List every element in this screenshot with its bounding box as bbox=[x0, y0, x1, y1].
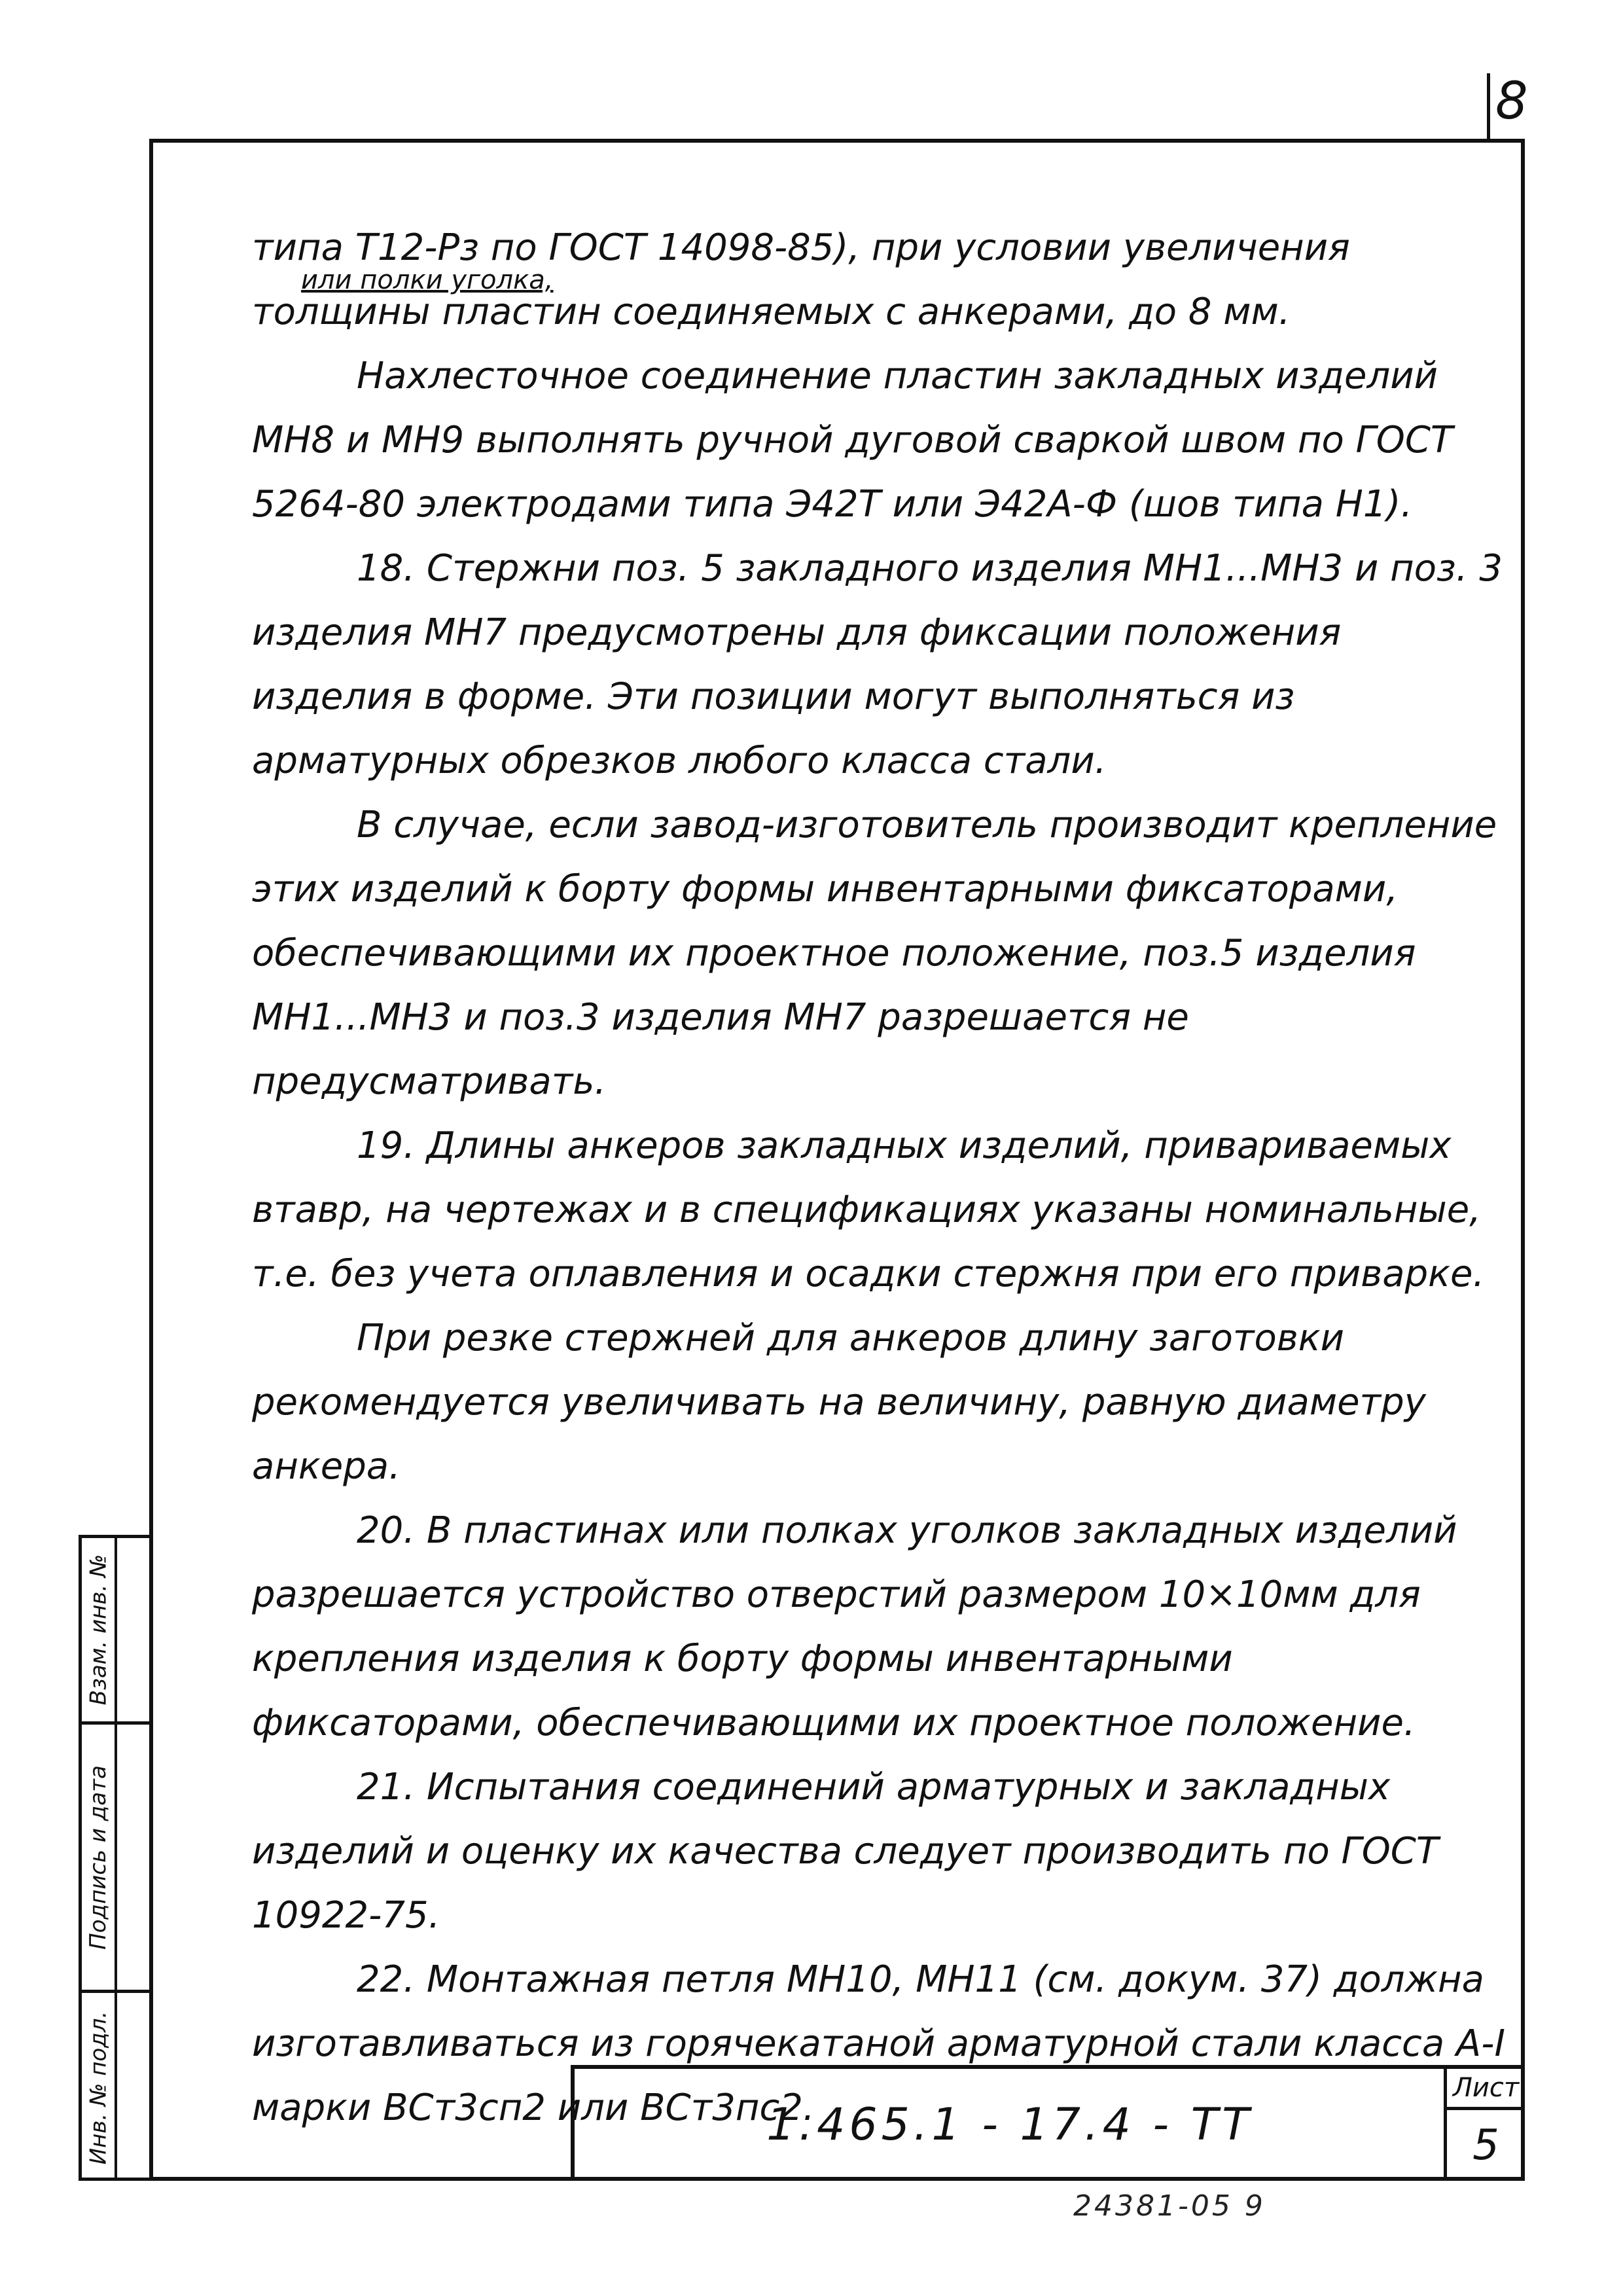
sheet-label: Лист bbox=[1447, 2069, 1525, 2110]
side-stamp-inv-podl: Инв. № подл. bbox=[85, 2011, 112, 2165]
handwritten-insert-note: или полки уголка, bbox=[301, 265, 554, 295]
page-number-tick bbox=[1487, 73, 1490, 139]
paragraph-item-22: 22. Монтажная петля МН10, МН11 (см. докум. 37) должна изготавливаться из горячекатаной арматурной стали класса А-I марки ВСт3сп2 или ВСт3пс2. bbox=[252, 1958, 1505, 2129]
sheet-cell bbox=[1444, 2069, 1525, 2181]
paragraph-fixation: В случае, если завод-изготовитель производит крепление этих изделий к борту формы инвентарными фиксаторами, обеспечивающими их проектное положение, поз.5 изделия МН1...МН3 и поз.3 изделия МН7 разрешается не предусматривать. bbox=[252, 804, 1497, 1103]
paragraph-continuation: типа Т12-Рз по ГОСТ 14098-85), при условии увеличения толщины пластин соединяемых с анкерами, до 8 мм. bbox=[252, 226, 1350, 333]
title-block bbox=[571, 2065, 1525, 2181]
side-stamp-podpis-data: Подпись и дата bbox=[85, 1765, 112, 1950]
paragraph-item-19: 19. Длины анкеров закладных изделий, привариваемых втавр, на чертежах и в спецификациях указаны номинальные, т.е. без учета оплавления и осадки стержня при его приварке. bbox=[252, 1124, 1485, 1295]
paragraph-item-18: 18. Стержни поз. 5 закладного изделия МН1...МН3 и поз. 3 изделия МН7 предусмотрены для фиксации положения изделия в форме. Эти позиции могут выполняться из арматурных обрезков любого класса стали. bbox=[252, 547, 1503, 782]
paragraph-item-20: 20. В пластинах или полках уголков закладных изделий разрешается устройство отверстий размером 10×10мм для крепления изделия к борту формы инвентарными фиксаторами, обеспечивающими их проектное положение. bbox=[252, 1509, 1457, 1744]
document-body bbox=[252, 216, 1508, 2140]
paragraph-lap-joint: Нахлесточное соединение пластин закладных изделий МН8 и МН9 выполнять ручной дуговой сваркой швом по ГОСТ 5264-80 электродами типа Э42Т или Э42А-Ф (шов типа Н1). bbox=[252, 355, 1454, 526]
archive-code: 24381-05 9 bbox=[1073, 2189, 1266, 2223]
page-number: 8 bbox=[1495, 72, 1528, 131]
sheet-number: 5 bbox=[1472, 2121, 1499, 2170]
side-stamp-vzam-inv: Взам. инв. № bbox=[85, 1554, 112, 1706]
side-stamp bbox=[79, 1535, 149, 2181]
document-code: 1.465.1 - 17.4 - ТТ bbox=[766, 2099, 1253, 2151]
paragraph-item-21: 21. Испытания соединений арматурных и закладных изделий и оценку их качества следует производить по ГОСТ 10922-75. bbox=[252, 1766, 1439, 1937]
paragraph-cutting: При резке стержней для анкеров длину заготовки рекомендуется увеличивать на величину, равную диаметру анкера. bbox=[252, 1317, 1426, 1488]
